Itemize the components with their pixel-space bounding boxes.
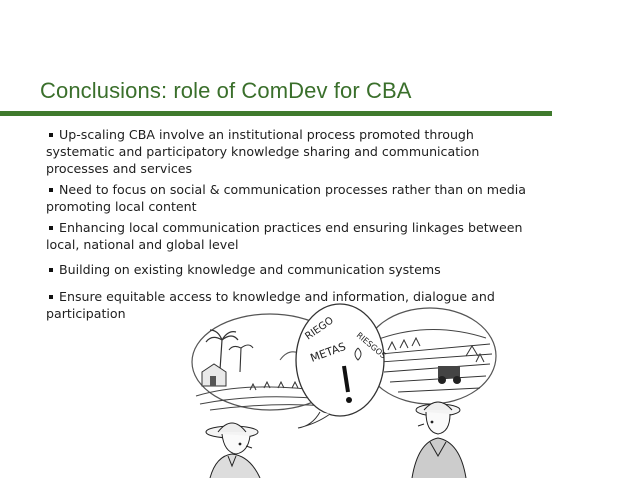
bullet-item bbox=[46, 261, 546, 278]
bullet-text: Need to focus on social & communication processes rather than on media promoting local content bbox=[46, 182, 526, 214]
bullet-square-icon bbox=[49, 188, 53, 192]
bullet-list bbox=[46, 126, 546, 322]
bubble-word: RIESGOS bbox=[354, 330, 388, 361]
bullet-item bbox=[46, 219, 546, 253]
bullet-square-icon bbox=[49, 268, 53, 272]
bullet-item bbox=[46, 126, 546, 177]
slide-title: Conclusions: role of ComDev for CBA bbox=[40, 78, 412, 103]
bullet-text: Enhancing local communication practices end ensuring linkages between local, national and global level bbox=[46, 220, 523, 252]
bullet-square-icon bbox=[49, 226, 53, 230]
bullet-text: Building on existing knowledge and communication systems bbox=[59, 262, 441, 277]
bullet-square-icon bbox=[49, 295, 53, 299]
right-farmer bbox=[412, 402, 466, 478]
left-farmer bbox=[206, 423, 260, 478]
bullet-square-icon bbox=[49, 133, 53, 137]
title-divider bbox=[0, 111, 552, 116]
bubble-word: RIEGO bbox=[303, 315, 336, 343]
bullet-text: Ensure equitable access to knowledge and information, dialogue and participation bbox=[46, 289, 495, 321]
bullet-item bbox=[46, 181, 546, 215]
bubble-word: METAS bbox=[308, 340, 348, 365]
farmers-dialogue-illustration bbox=[180, 300, 500, 478]
center-speech-bubble bbox=[296, 304, 388, 428]
bullet-text: Up-scaling CBA involve an institutional process promoted through systematic and participatory knowledge sharing and communication processes and services bbox=[46, 127, 480, 176]
